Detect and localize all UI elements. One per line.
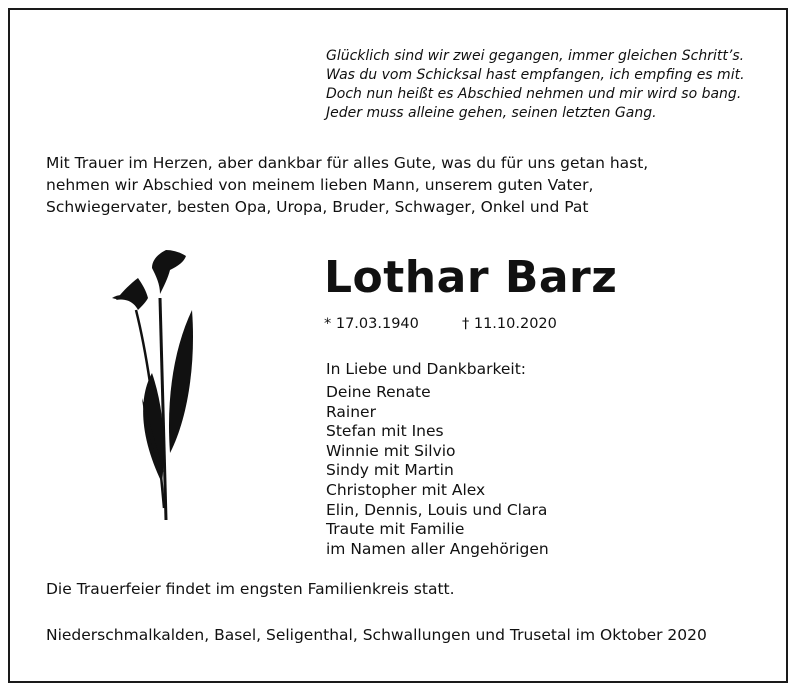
poem-line: Jeder muss alleine gehen, seinen letzten Gang. [326, 105, 657, 121]
death-date: † 11.10.2020 [462, 316, 557, 332]
intro-line: nehmen wir Abschied von meinem lieben Mann, unserem guten Vater, [46, 176, 594, 194]
list-item: Stefan mit Ines [326, 422, 444, 441]
deceased-name: Lothar Barz [324, 252, 618, 303]
list-item: im Namen aller Angehörigen [326, 539, 549, 558]
poem-line: Glücklich sind wir zwei gegangen, immer gleichen Schritt’s. [326, 48, 745, 64]
intro-line: Schwiegervater, besten Opa, Uropa, Bruder, Schwager, Onkel und Pat [46, 198, 589, 216]
funeral-note: Die Trauerfeier findet im engsten Familienkreis statt. [46, 580, 455, 598]
intro-line: Mit Trauer im Herzen, aber dankbar für alles Gute, was du für uns getan hast, [46, 154, 649, 172]
list-item: Christopher mit Alex [326, 480, 486, 499]
family-list [326, 383, 549, 559]
list-item: Elin, Dennis, Louis und Clara [326, 500, 548, 519]
poem-line: Was du vom Schicksal hast empfangen, ich empfing es mit. [326, 67, 745, 83]
poem-line: Doch nun heißt es Abschied nehmen und mir wird so bang. [326, 86, 742, 102]
list-item: Traute mit Familie [326, 520, 465, 539]
birth-date: * 17.03.1940 [324, 316, 419, 332]
closing-line: Niederschmalkalden, Basel, Seligenthal, Schwallungen und Trusetal im Oktober 2020 [46, 626, 707, 644]
poem [326, 47, 745, 123]
list-item: Rainer [326, 402, 376, 421]
intro-text [46, 152, 648, 218]
family-heading: In Liebe und Dankbarkeit: [326, 360, 527, 378]
list-item: Winnie mit Silvio [326, 441, 456, 460]
list-item: Sindy mit Martin [326, 461, 454, 480]
calla-lily-icon [108, 248, 204, 524]
list-item: Deine Renate [326, 383, 431, 401]
